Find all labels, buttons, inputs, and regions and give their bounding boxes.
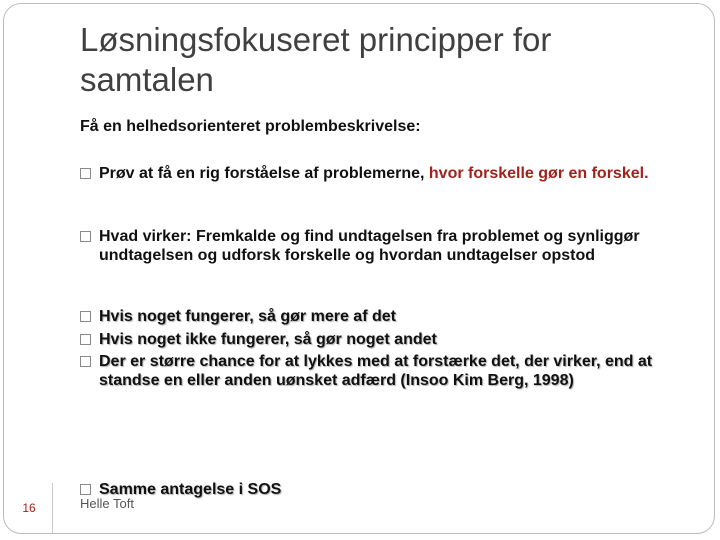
bullet-item: [80, 352, 680, 390]
page-number: 16: [6, 483, 53, 533]
bullet-text: Hvis noget ikke fungerer, så gør noget andet: [99, 331, 437, 348]
slide-subtitle: Få en helhedsorienteret problembeskrivelse:: [80, 118, 421, 135]
bullet-text-highlight: hvor forskelle gør en forskel.: [428, 165, 649, 182]
bullet-item: [80, 307, 680, 326]
bullet-item: [80, 227, 680, 265]
bullet-text: Samme antagelse i SOS: [99, 481, 282, 498]
bullet-item: [80, 330, 680, 349]
bullet-text: Hvis noget fungerer, så gør mere af det: [99, 308, 396, 325]
checkbox-square-icon: [80, 334, 91, 345]
checkbox-square-icon: [80, 231, 91, 242]
bullet-item: [80, 164, 680, 183]
title-line-1: Løsningsfokuseret principper for: [80, 21, 552, 58]
title-line-2: samtalen: [80, 61, 214, 98]
checkbox-square-icon: [80, 356, 91, 367]
bullet-text-main: Prøv at få en rig forståelse af problemerne,: [99, 165, 429, 182]
checkbox-square-icon: [80, 311, 91, 322]
bullet-item: [80, 480, 680, 499]
slide-title: [80, 20, 680, 100]
checkbox-square-icon: [80, 168, 91, 179]
bullet-text: Der er større chance for at lykkes med at forstærke det, der virker, end at standse en eller anden uønsket adfærd (Insoo Kim Berg, 1998): [99, 353, 653, 389]
author-footer: Helle Toft: [80, 496, 134, 511]
checkbox-square-icon: [80, 484, 91, 495]
bullet-text: [99, 164, 680, 183]
bullet-text: Hvad virker: Fremkalde og find undtagelsen fra problemet og synliggør undtagelsen og udforsk forskelle og hvordan undtagelser opstod: [99, 228, 640, 264]
